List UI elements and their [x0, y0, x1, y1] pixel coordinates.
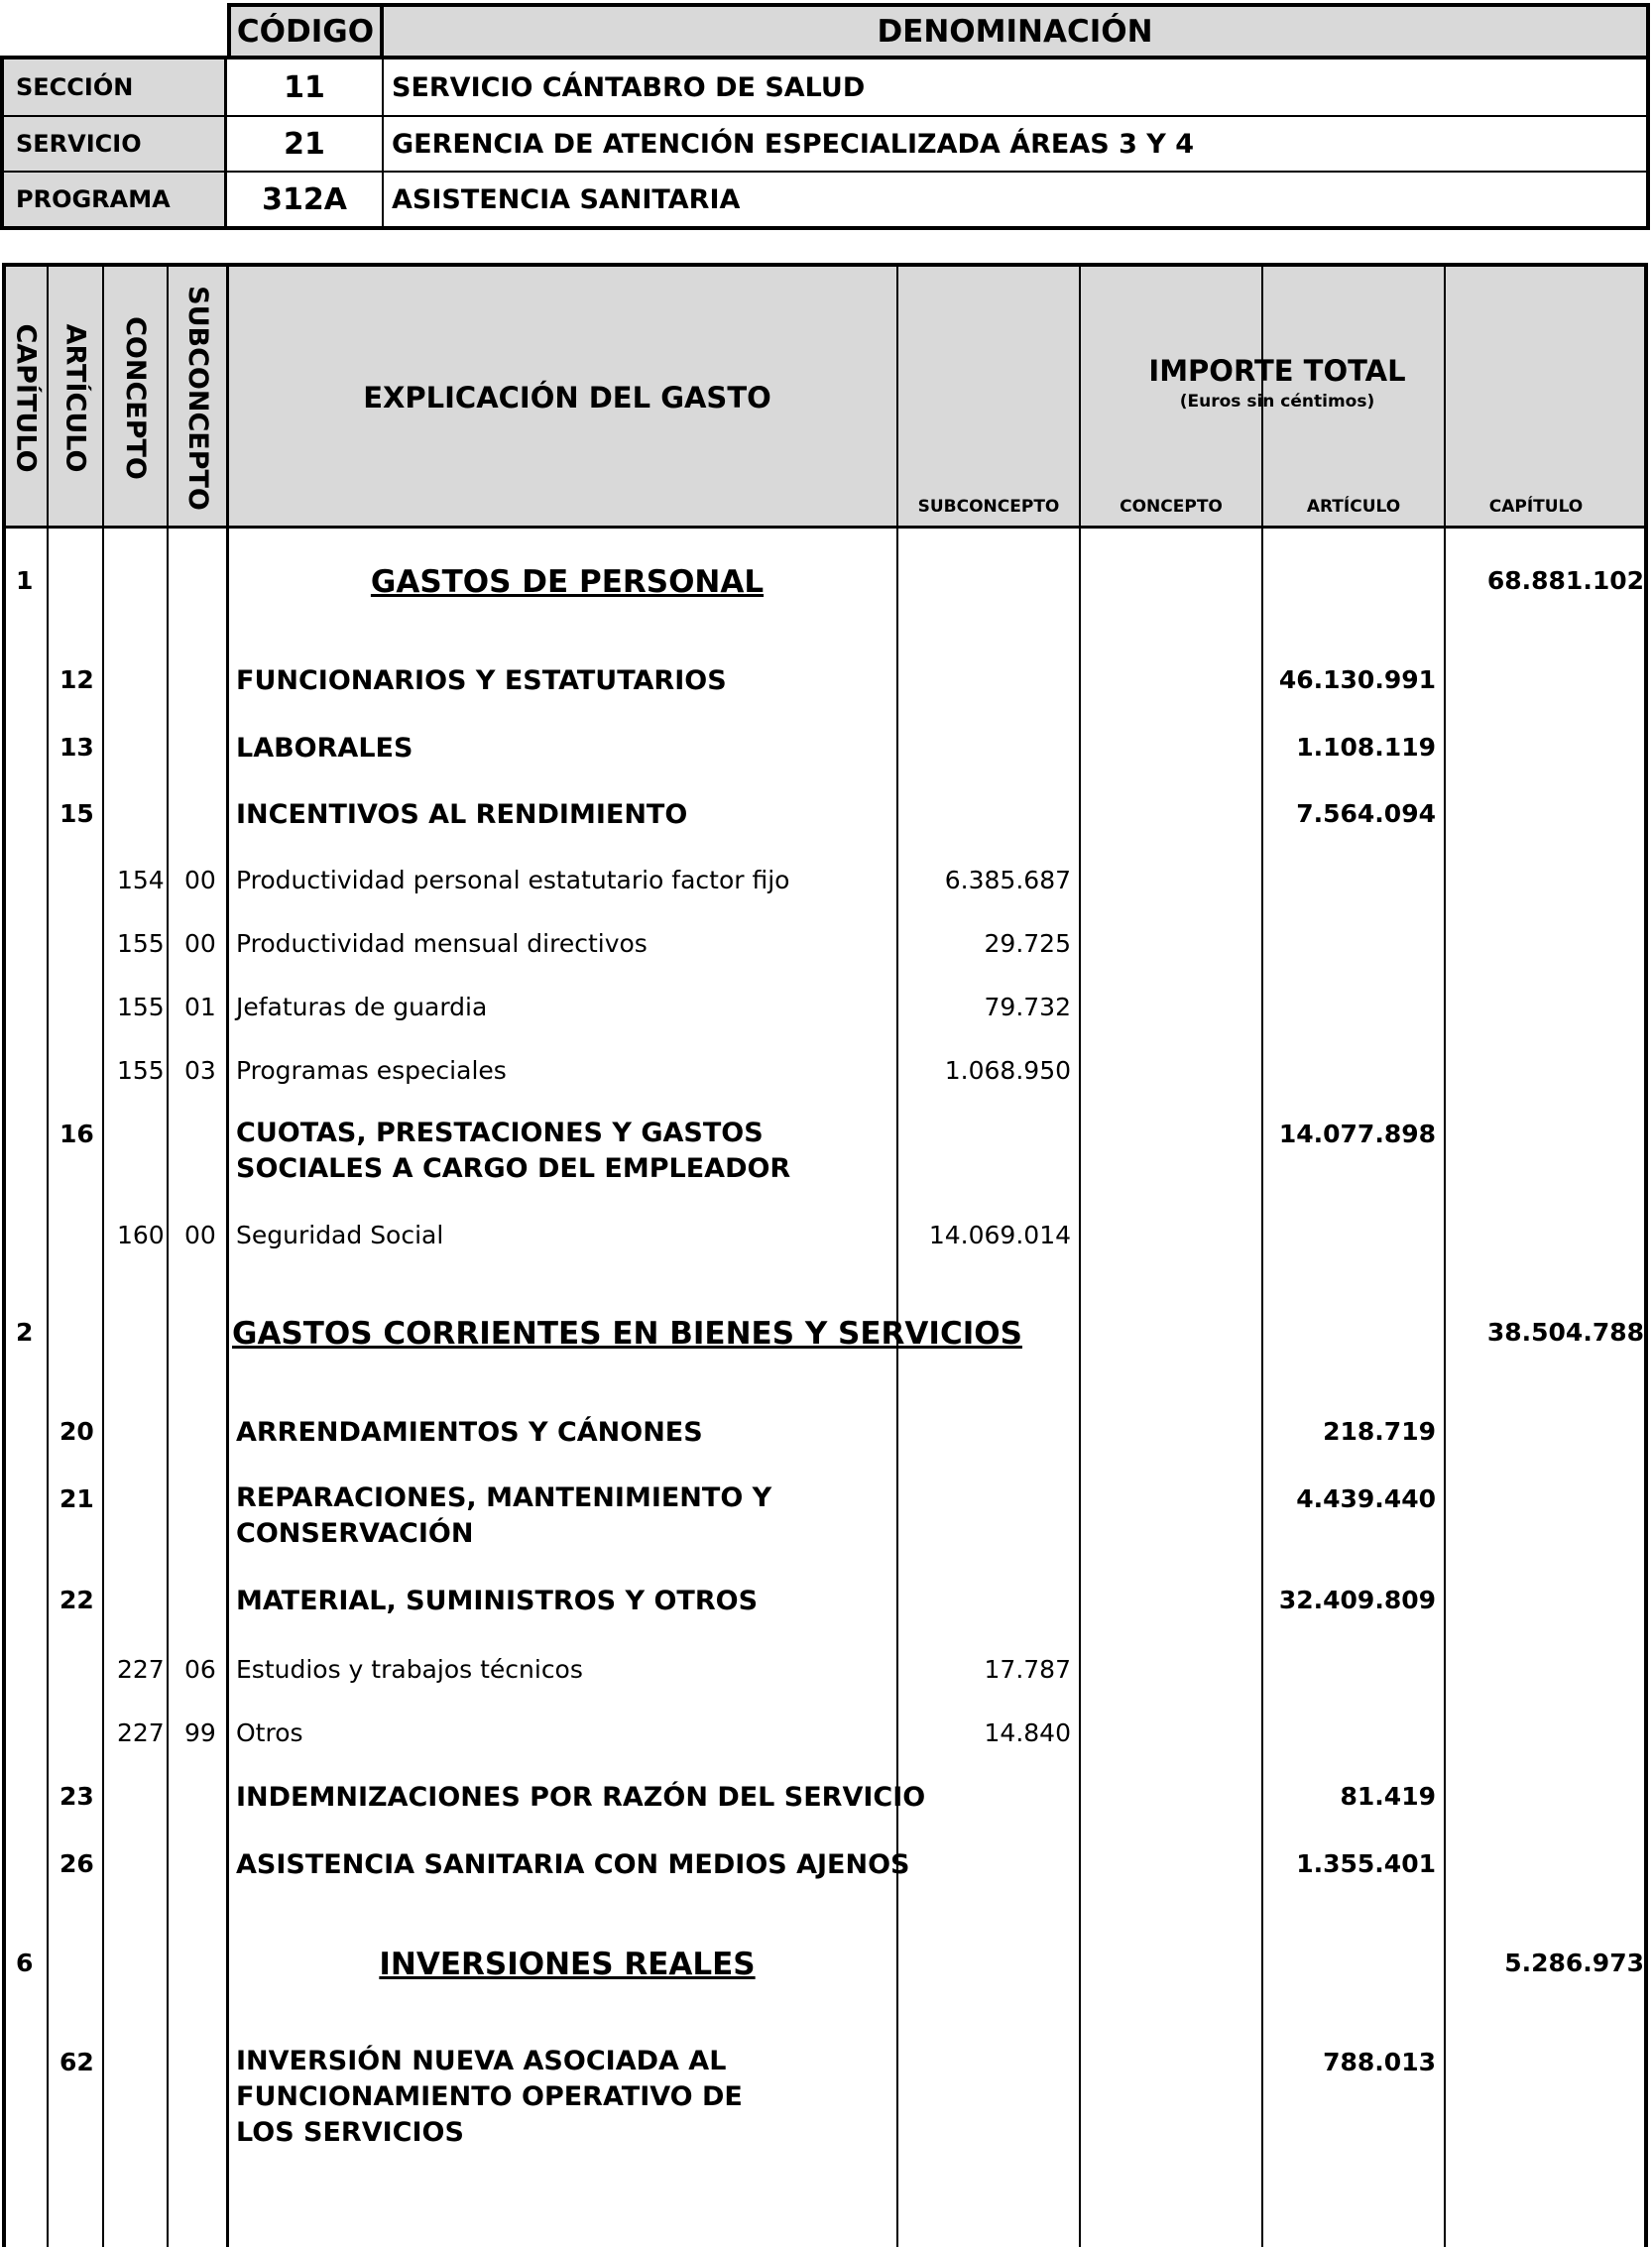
grid-line: [1261, 267, 1263, 2247]
identification-table: [0, 0, 1652, 230]
seccion-label: SECCIÓN: [16, 73, 134, 101]
grid-line: [102, 267, 104, 2247]
articulo-header-label: ARTÍCULO: [59, 323, 91, 472]
row-11-text: ARRENDAMIENTOS Y CÁNONES: [236, 1417, 703, 1448]
row-9-concepto: 160: [117, 1221, 165, 1249]
row-9-subconcepto: 00: [184, 1221, 216, 1249]
row-3-text: INCENTIVOS AL RENDIMIENTO: [236, 799, 688, 830]
row-15-concepto: 227: [117, 1718, 165, 1747]
row-1-articulo: 12: [59, 665, 94, 694]
grid-line: [1079, 267, 1081, 2247]
explicacion-header: [232, 267, 902, 529]
row-1-articulo-amount: 46.130.991: [1278, 665, 1436, 694]
row-5-subconcepto-amount: 29.725: [984, 929, 1071, 958]
servicio-code-cell: [227, 117, 384, 173]
row-16-text: INDEMNIZACIONES POR RAZÓN DEL SERVICIO: [236, 1782, 926, 1813]
row-10-text: GASTOS CORRIENTES EN BIENES Y SERVICIOS: [232, 1316, 1022, 1352]
articulo-header: [49, 267, 102, 529]
row-5-subconcepto: 00: [184, 929, 216, 958]
programa-name-cell: [384, 173, 1646, 226]
codigo-header: [227, 3, 384, 59]
row-7-subconcepto-amount: 1.068.950: [944, 1056, 1071, 1085]
seccion-code-cell: [227, 59, 384, 117]
row-8-articulo-amount: 14.077.898: [1278, 1120, 1436, 1148]
row-18-capitulo: 6: [16, 1949, 34, 1977]
row-14-concepto: 227: [117, 1655, 165, 1684]
capitulo-header-label: CAPÍTULO: [11, 322, 42, 473]
subconcepto-header-label: SUBCONCEPTO: [181, 285, 213, 511]
concepto-header-label: CONCEPTO: [120, 315, 152, 480]
seccion-name-cell: [384, 59, 1646, 117]
articulo-amount-header: ARTÍCULO: [1306, 497, 1401, 517]
row-13-articulo: 22: [59, 1586, 94, 1614]
row-12-articulo: 21: [59, 1484, 94, 1513]
row-2-articulo: 13: [59, 733, 94, 762]
row-17-articulo-amount: 1.355.401: [1296, 1849, 1436, 1878]
servicio-name-cell: [384, 117, 1646, 173]
row-14-text: Estudios y trabajos técnicos: [236, 1655, 583, 1684]
explicacion-header-label: EXPLICACIÓN DEL GASTO: [363, 381, 771, 414]
capitulo-header: [6, 267, 47, 529]
codigo-header-label: CÓDIGO: [236, 13, 375, 50]
row-18-text: INVERSIONES REALES: [379, 1947, 756, 1982]
row-13-articulo-amount: 32.409.809: [1278, 1586, 1436, 1614]
row-0-capitulo-amount: 68.881.102: [1486, 566, 1644, 595]
row-5-concepto: 155: [117, 929, 165, 958]
row-16-articulo: 23: [59, 1782, 94, 1811]
grid-line: [167, 267, 169, 2247]
importe-note: (Euros sin céntimos): [1179, 392, 1375, 412]
row-15-subconcepto: 99: [184, 1718, 216, 1747]
row-9-subconcepto-amount: 14.069.014: [928, 1221, 1071, 1249]
row-10-capitulo-amount: 38.504.788: [1486, 1318, 1644, 1347]
servicio-code: 21: [284, 126, 325, 162]
row-19-articulo-amount: 788.013: [1323, 2048, 1436, 2076]
row-12-articulo-amount: 4.439.440: [1296, 1484, 1436, 1513]
programa-code: 312A: [262, 181, 347, 217]
servicio-label-cell: [4, 117, 227, 173]
capitulo-amount-header: CAPÍTULO: [1488, 497, 1584, 517]
denominacion-header-label: DENOMINACIÓN: [877, 13, 1153, 50]
row-6-subconcepto: 01: [184, 993, 216, 1021]
servicio-label: SERVICIO: [16, 130, 142, 158]
row-1-text: FUNCIONARIOS Y ESTATUTARIOS: [236, 665, 727, 696]
row-0-capitulo: 1: [16, 566, 34, 595]
row-6-concepto: 155: [117, 993, 165, 1021]
row-11-articulo-amount: 218.719: [1323, 1417, 1436, 1446]
row-14-subconcepto-amount: 17.787: [984, 1655, 1071, 1684]
importe-header: [902, 354, 1652, 412]
importe-header-label: IMPORTE TOTAL: [1148, 354, 1406, 388]
row-10-capitulo: 2: [16, 1318, 34, 1347]
budget-table: [2, 263, 1648, 2247]
denominacion-header: [380, 3, 1650, 59]
row-7-subconcepto: 03: [184, 1056, 216, 1085]
row-7-concepto: 155: [117, 1056, 165, 1085]
row-19-articulo: 62: [59, 2048, 94, 2076]
row-8-text: CUOTAS, PRESTACIONES Y GASTOS SOCIALES A CARGO DEL EMPLEADOR: [236, 1118, 791, 1184]
row-4-subconcepto-amount: 6.385.687: [944, 866, 1071, 894]
row-17-text: ASISTENCIA SANITARIA CON MEDIOS AJENOS: [236, 1849, 910, 1880]
concepto-amount-header: CONCEPTO: [1120, 497, 1223, 517]
row-14-subconcepto: 06: [184, 1655, 216, 1684]
row-13-text: MATERIAL, SUMINISTROS Y OTROS: [236, 1586, 759, 1616]
row-15-subconcepto-amount: 14.840: [984, 1718, 1071, 1747]
subconcepto-amount-header: SUBCONCEPTO: [917, 497, 1060, 517]
subconcepto-header: [169, 267, 226, 529]
row-9-text: Seguridad Social: [236, 1221, 444, 1249]
row-8-articulo: 16: [59, 1120, 94, 1148]
row-3-articulo: 15: [59, 799, 94, 828]
row-2-articulo-amount: 1.108.119: [1296, 733, 1436, 762]
concepto-header: [104, 267, 167, 529]
programa-code-cell: [227, 173, 384, 226]
seccion-label-cell: [4, 59, 227, 117]
row-19-text: INVERSIÓN NUEVA ASOCIADA AL FUNCIONAMIENTO OPERATIVO DE LOS SERVICIOS: [236, 2046, 743, 2148]
row-2-text: LABORALES: [236, 733, 413, 764]
row-3-articulo-amount: 7.564.094: [1296, 799, 1436, 828]
row-11-articulo: 20: [59, 1417, 94, 1446]
row-6-subconcepto-amount: 79.732: [984, 993, 1071, 1021]
row-0-text: GASTOS DE PERSONAL: [370, 564, 765, 600]
row-18-capitulo-amount: 5.286.973: [1504, 1949, 1644, 1977]
grid-line: [226, 267, 229, 2247]
row-6-text: Jefaturas de guardia: [236, 993, 488, 1021]
programa-label: PROGRAMA: [16, 185, 171, 213]
row-16-articulo-amount: 81.419: [1340, 1782, 1436, 1811]
programa-name: ASISTENCIA SANITARIA: [392, 183, 741, 215]
row-4-concepto: 154: [117, 866, 165, 894]
row-7-text: Programas especiales: [236, 1056, 507, 1085]
servicio-name: GERENCIA DE ATENCIÓN ESPECIALIZADA ÁREAS 3 Y 4: [392, 128, 1195, 160]
seccion-name: SERVICIO CÁNTABRO DE SALUD: [392, 71, 866, 103]
row-12-text: REPARACIONES, MANTENIMIENTO Y CONSERVACIÓN: [236, 1482, 772, 1549]
grid-line: [47, 267, 49, 2247]
row-4-text: Productividad personal estatutario factor fijo: [236, 866, 790, 894]
row-5-text: Productividad mensual directivos: [236, 929, 648, 958]
row-15-text: Otros: [236, 1718, 303, 1747]
seccion-code: 11: [284, 69, 325, 105]
programa-label-cell: [4, 173, 227, 226]
row-17-articulo: 26: [59, 1849, 94, 1878]
row-4-subconcepto: 00: [184, 866, 216, 894]
